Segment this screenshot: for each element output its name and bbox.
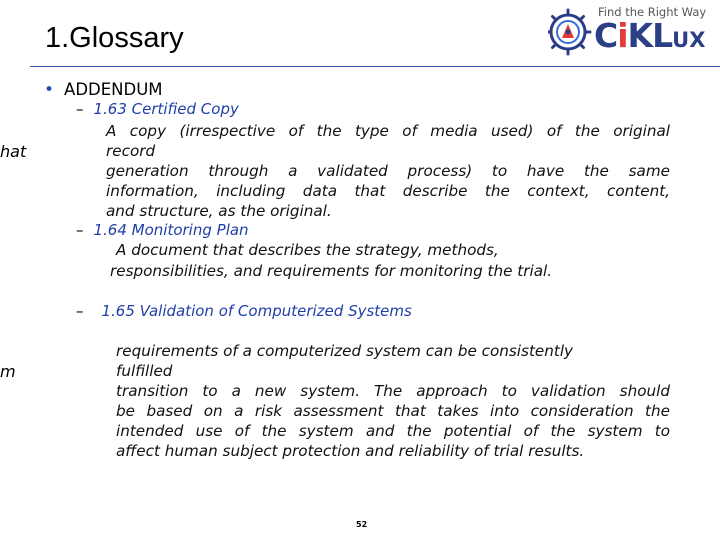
logo-wordmark: CiKLUX — [594, 16, 706, 55]
definition-line: be based on a risk assessment that takes into consideration the — [116, 402, 670, 420]
definition-line: information, including data that describe the context, content, — [106, 182, 670, 200]
definition-line: responsibilities, and requirements for monitoring the trial. — [110, 262, 553, 280]
glossary-term-1-64: – 1.64 Monitoring Plan — [76, 221, 249, 239]
definition-line: transition to a new system. The approach to validation should — [116, 382, 670, 400]
title-divider — [30, 66, 720, 67]
slide-title: 1.Glossary — [45, 22, 184, 54]
page-number: 52 — [356, 520, 368, 529]
definition-line: requirements of a computerized system can be consistently — [116, 342, 574, 360]
addendum-bullet — [44, 80, 163, 100]
definition-line: and structure, as the original. — [106, 202, 332, 220]
definition-line: A document that describes the strategy, methods, — [116, 241, 499, 259]
definition-line: generation through a validated process) to have the same — [106, 162, 670, 180]
definition-line: record — [106, 142, 156, 160]
definition-line: intended use of the system and the potential of the system to — [116, 422, 670, 440]
addendum-heading: ADDENDUM — [64, 80, 163, 99]
glossary-term-1-65: – 1.65 Validation of Computerized Systems — [76, 302, 412, 320]
definition-line: affect human subject protection and reliability of trial results. — [116, 442, 585, 460]
edge-text-fragment-bottom: m — [0, 362, 16, 381]
logo-slogan: Find the Right Way — [598, 5, 707, 19]
definition-line: fulfilled — [116, 362, 173, 380]
edge-text-fragment-top: hat — [0, 142, 27, 161]
definition-line: A copy (irrespective of the type of media used) of the original — [106, 122, 670, 140]
glossary-term-1-63: – 1.63 Certified Copy — [76, 100, 239, 118]
bullet-icon: • — [44, 80, 55, 100]
